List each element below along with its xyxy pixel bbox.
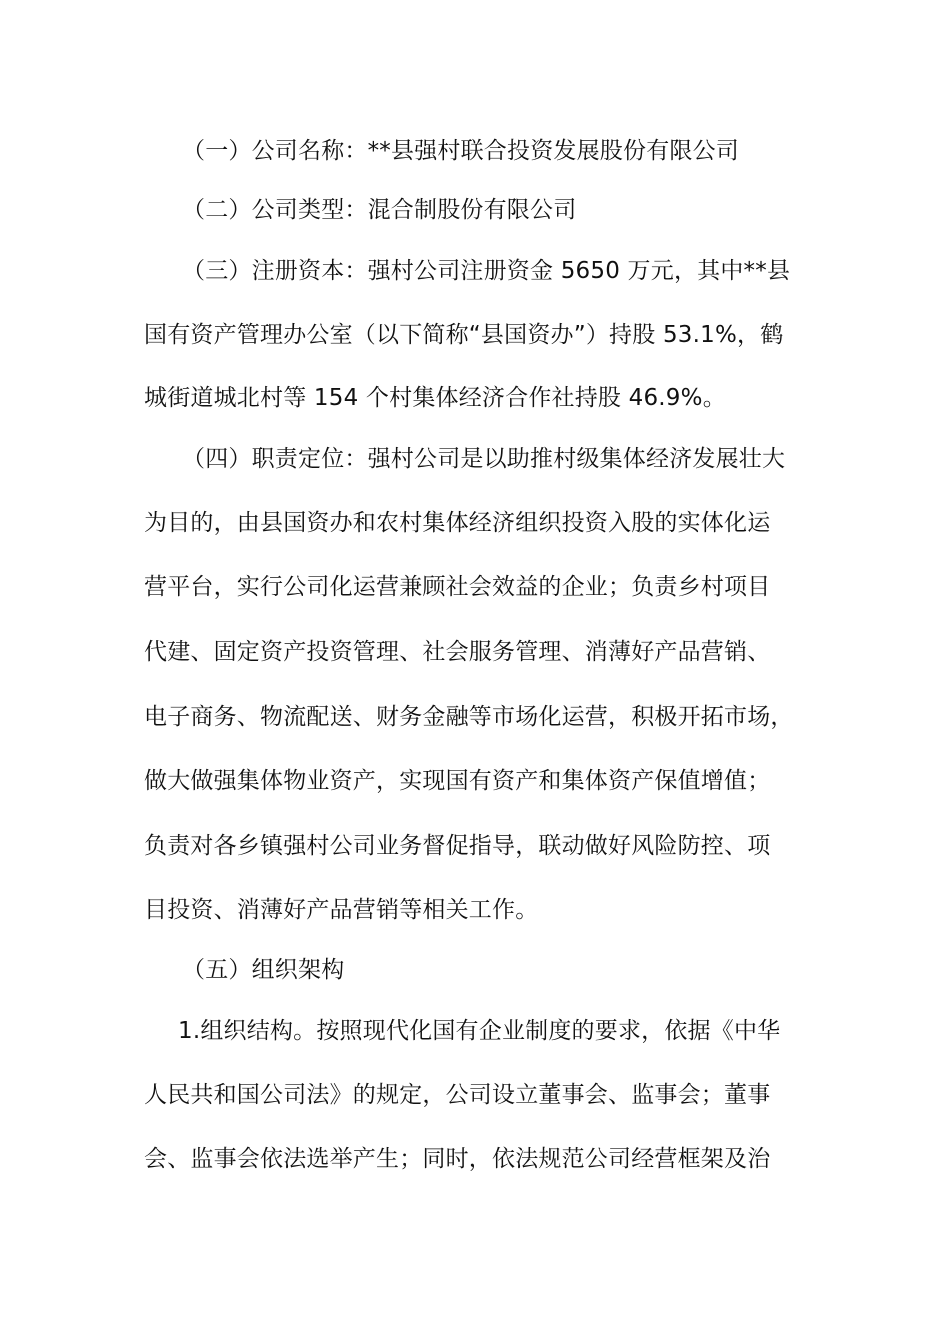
paragraph-line: 国有资产管理办公室（以下简称“县国资办”）持股 53.1%，鹤 [144, 322, 784, 348]
paragraph-line: 城街道城北村等 154 个村集体经济合作社持股 46.9%。 [144, 385, 726, 411]
section-2-company-type: （二）公司类型：混合制股份有限公司 [182, 197, 577, 223]
section-5-organization: （五）组织架构 [182, 957, 345, 983]
paragraph-line: 会、监事会依法选举产生；同时，依法规范公司经营框架及治 [144, 1146, 771, 1172]
section-3-registered-capital: （三）注册资本：强村公司注册资金 5650 万元，其中**县 [182, 258, 791, 284]
paragraph-line: 电子商务、物流配送、财务金融等市场化运营，积极开拓市场， [144, 704, 794, 730]
paragraph-line: 负责对各乡镇强村公司业务督促指导，联动做好风险防控、项 [144, 833, 771, 859]
paragraph-line: 目投资、消薄好产品营销等相关工作。 [144, 897, 539, 923]
paragraph-line: 营平台，实行公司化运营兼顾社会效益的企业；负责乡村项目 [144, 574, 771, 600]
subsection-1-structure: 1.组织结构。按照现代化国有企业制度的要求，依据《中华 [178, 1018, 781, 1044]
paragraph-line: 为目的，由县国资办和农村集体经济组织投资入股的实体化运 [144, 510, 771, 536]
section-4-responsibility: （四）职责定位：强村公司是以助推村级集体经济发展壮大 [182, 446, 786, 472]
paragraph-line: 人民共和国公司法》的规定，公司设立董事会、监事会；董事 [144, 1082, 771, 1108]
paragraph-line: 做大做强集体物业资产，实现国有资产和集体资产保值增值； [144, 768, 771, 794]
section-1-company-name: （一）公司名称：**县强村联合投资发展股份有限公司 [182, 138, 739, 164]
paragraph-line: 代建、固定资产投资管理、社会服务管理、消薄好产品营销、 [144, 639, 771, 665]
